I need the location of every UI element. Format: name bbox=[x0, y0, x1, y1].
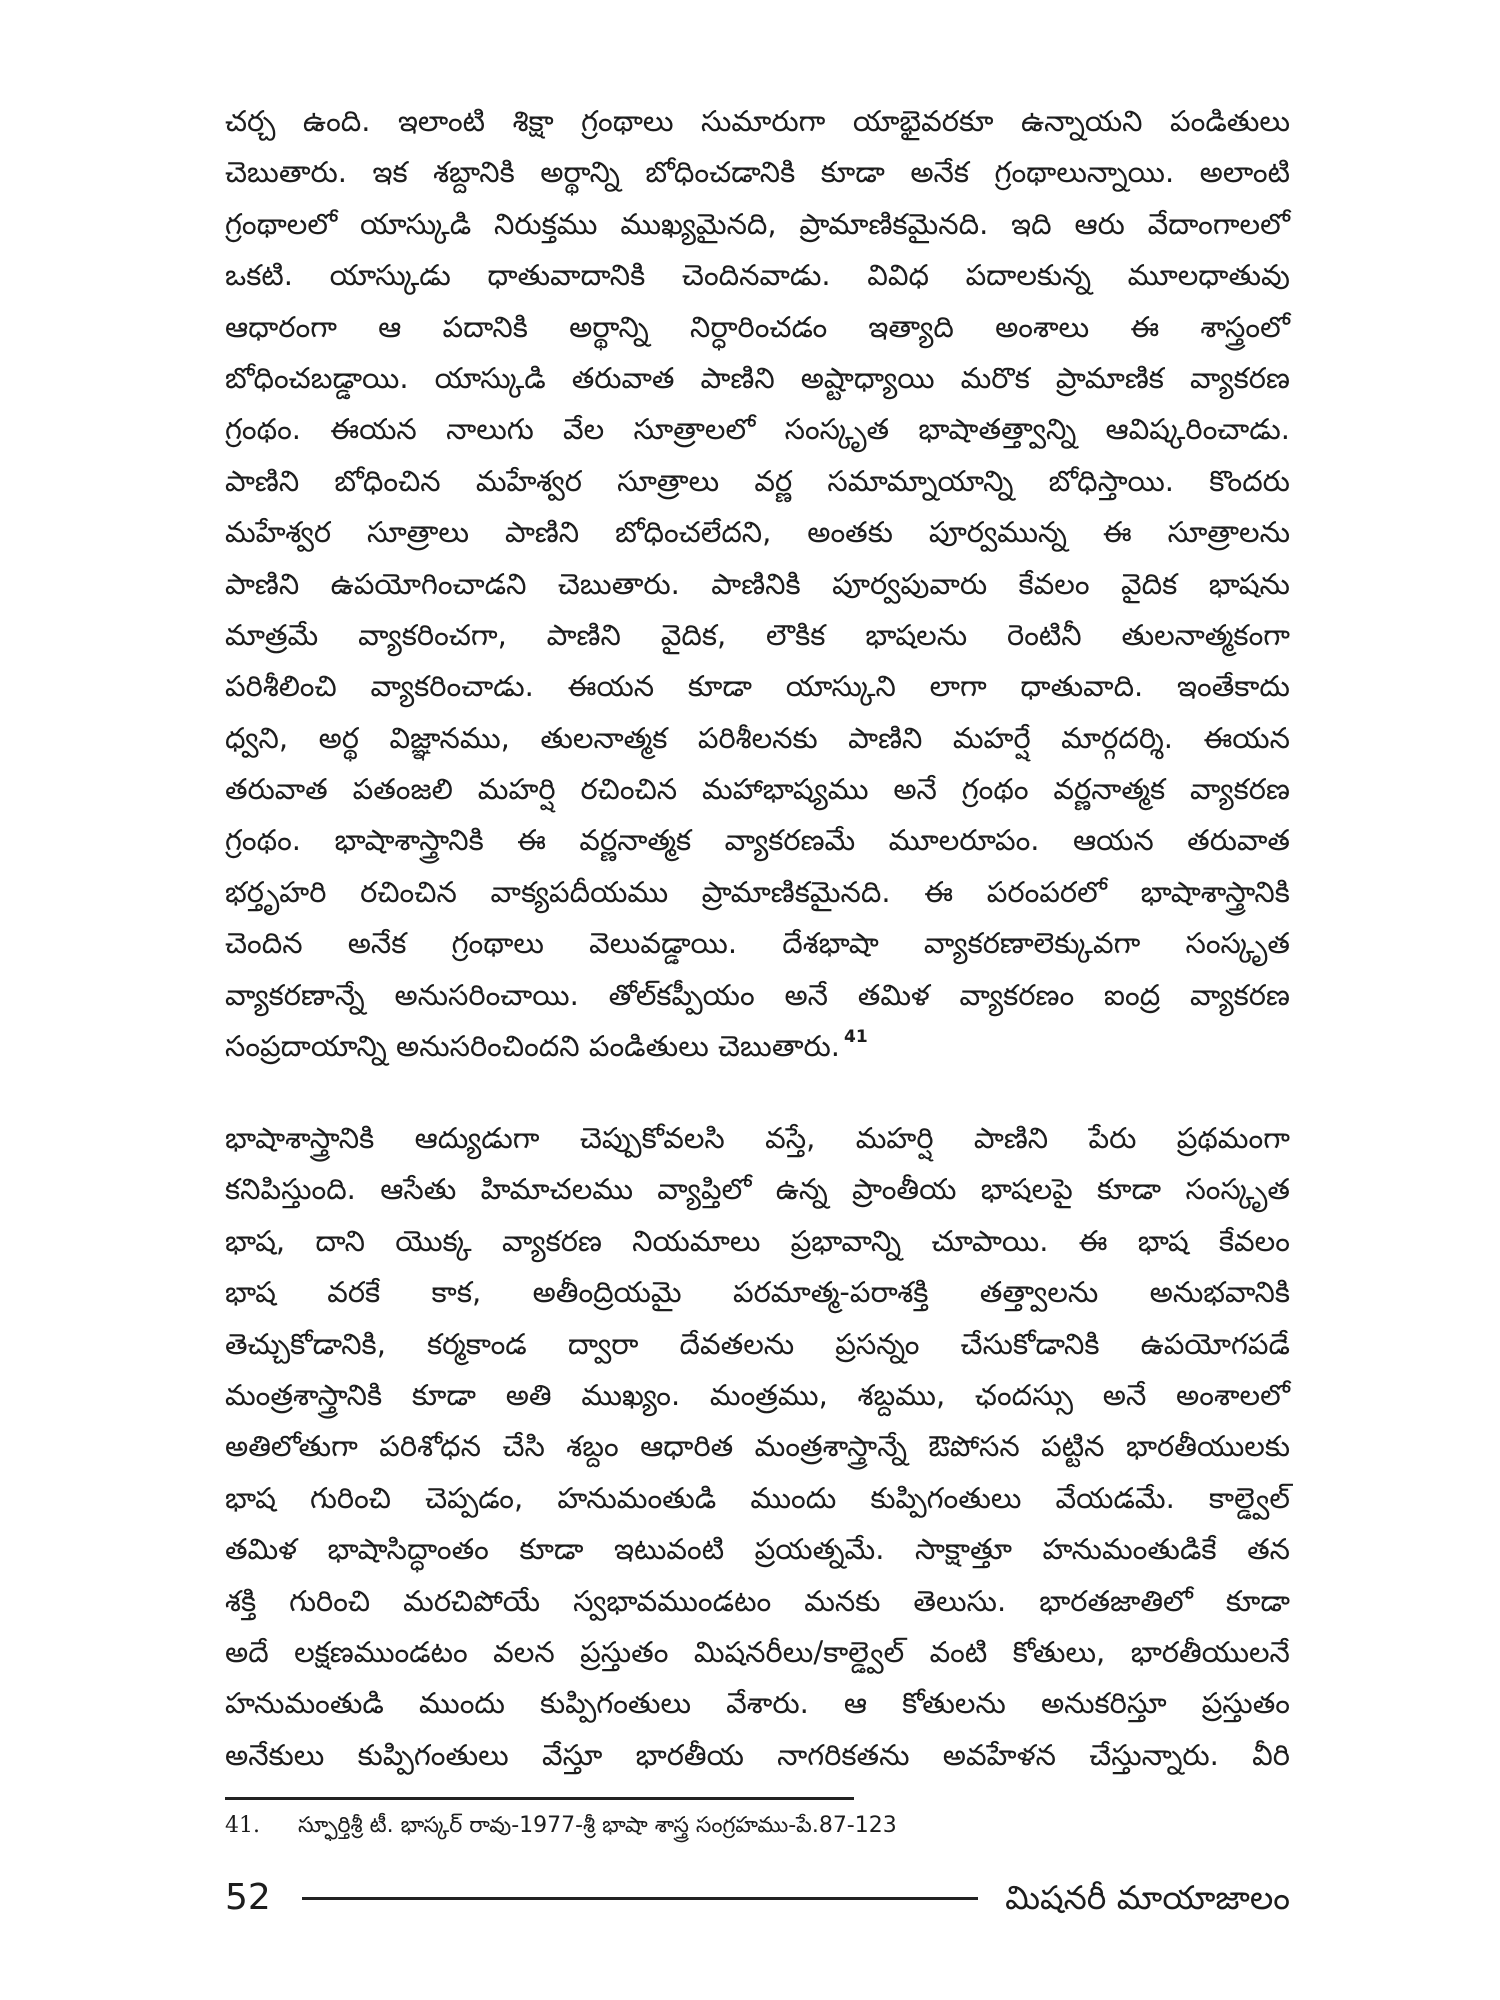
word: పదానికి bbox=[442, 309, 528, 344]
word: వేశారు. bbox=[726, 1686, 809, 1721]
word: పదాలకున్న bbox=[965, 258, 1092, 293]
word: తత్త్వాలను bbox=[979, 1275, 1099, 1310]
word: రెంటినీ bbox=[1007, 617, 1082, 652]
word: హిమాచలము bbox=[480, 1172, 633, 1207]
word: ఆధారంగా bbox=[225, 309, 337, 344]
word: ఐంద్ర bbox=[1103, 977, 1161, 1012]
word: కాల్డ్వెల్ bbox=[1208, 1480, 1290, 1515]
word: ముఖ్యం. bbox=[581, 1377, 681, 1412]
word: ప్రభావాన్ని bbox=[790, 1223, 902, 1258]
word: కూడా bbox=[687, 669, 753, 704]
word: మాత్రమే bbox=[225, 617, 319, 652]
word: ధాతువాదానికి bbox=[487, 258, 646, 293]
word: భాష, bbox=[225, 1223, 286, 1258]
word: మహర్షి bbox=[855, 1121, 934, 1155]
word: భాషను bbox=[1208, 566, 1290, 601]
word: ప్రయత్నమే. bbox=[754, 1532, 885, 1567]
word: వేదాంగాలలో bbox=[1147, 206, 1290, 241]
word: భాషలపై bbox=[980, 1172, 1073, 1207]
text-line bbox=[225, 147, 1290, 198]
word: గ్రంథం bbox=[961, 772, 1029, 807]
word: శబ్దము, bbox=[857, 1377, 946, 1412]
word: వర్ణ bbox=[754, 463, 793, 498]
word: గురించి bbox=[289, 1583, 371, 1618]
word: అనే bbox=[784, 977, 828, 1012]
word: అంశాలు bbox=[995, 309, 1090, 344]
word: ఆసేతు bbox=[380, 1172, 457, 1207]
text-line bbox=[225, 1524, 1290, 1575]
word: అర్థాన్ని bbox=[540, 155, 620, 190]
word: ఛందస్సు bbox=[974, 1377, 1074, 1412]
word: ఈయన bbox=[567, 669, 655, 704]
text-line bbox=[225, 456, 1290, 507]
word: కొందరు bbox=[1209, 463, 1290, 498]
word: కూడా bbox=[411, 1377, 476, 1412]
text-line bbox=[225, 1678, 1290, 1729]
word: ఆధారిత bbox=[640, 1429, 734, 1464]
word: కోతులను bbox=[902, 1686, 1006, 1721]
word: వ్యాప్తిలో bbox=[657, 1172, 752, 1207]
word: యొక్క bbox=[395, 1223, 472, 1258]
word: వేస్తూ bbox=[541, 1737, 603, 1772]
text-line bbox=[225, 353, 1290, 404]
word: ధ్వని, bbox=[225, 720, 289, 755]
word: తెచ్చుకోడానికి, bbox=[225, 1326, 386, 1361]
word: ఇది bbox=[1011, 206, 1052, 241]
word: భాషలను bbox=[865, 617, 968, 652]
word: ఉన్న bbox=[775, 1172, 828, 1207]
word: పాణినికి bbox=[711, 566, 801, 601]
word: కోతులు, bbox=[1012, 1634, 1106, 1669]
word: భాషాశాస్త్రానికి bbox=[334, 823, 484, 858]
word: భారతీయ bbox=[635, 1737, 744, 1772]
word: ప్రస్తుతం bbox=[580, 1634, 669, 1669]
word: లక్షణముండటం bbox=[294, 1634, 468, 1669]
word: అతిలోతుగా bbox=[225, 1429, 358, 1464]
word: పరిశీలించి bbox=[225, 669, 337, 704]
word: ఉపయోగపడే bbox=[1140, 1326, 1290, 1361]
word: వైదిక bbox=[1121, 566, 1178, 601]
word: హనుమంతుడి bbox=[225, 1686, 384, 1721]
text-line-last-text: సంప్రదాయాన్ని అనుసరించిందని పండితులు చెబుతారు. bbox=[225, 1029, 840, 1064]
word: చేసి bbox=[502, 1429, 545, 1464]
word: విజ్ఞానము, bbox=[389, 720, 510, 755]
word: ఇత్యాది bbox=[868, 309, 954, 344]
book-title: మిషనరీ మాయాజాలం bbox=[1005, 1878, 1290, 1917]
text-line bbox=[225, 96, 1290, 147]
word: వరకే bbox=[327, 1275, 381, 1310]
word: అంశాలలో bbox=[1176, 1377, 1290, 1412]
word: అనుకరిస్తూ bbox=[1040, 1686, 1167, 1721]
word: కుప్పిగంతులు bbox=[357, 1737, 509, 1772]
word: మరచిపోయే bbox=[403, 1583, 541, 1618]
text-line bbox=[225, 1421, 1290, 1472]
word: లాగా bbox=[929, 669, 987, 704]
word: అతీంద్రియమై bbox=[532, 1275, 682, 1310]
word: బోధిస్తాయి. bbox=[1048, 463, 1175, 498]
word: భాష bbox=[1137, 1223, 1189, 1258]
word: పాణిని bbox=[848, 720, 923, 755]
word: చెబుతారు. bbox=[557, 566, 680, 601]
word: దేశభాషా bbox=[782, 926, 879, 961]
word: గ్రంథాలున్నాయి. bbox=[994, 155, 1175, 190]
word: ముందు bbox=[750, 1480, 837, 1515]
word: తులనాత్మక bbox=[540, 720, 668, 755]
word: వ్యాకరణం bbox=[959, 977, 1075, 1012]
word: పాణిని bbox=[700, 360, 775, 395]
word: పాణిని bbox=[973, 1121, 1049, 1155]
word: గ్రంథం. bbox=[225, 823, 302, 858]
footnote bbox=[225, 1810, 1125, 1842]
word: మూలధాతువు bbox=[1127, 258, 1290, 293]
word: మంత్రశాస్త్రానికి bbox=[225, 1377, 383, 1412]
word: రచించిన bbox=[580, 772, 678, 807]
word: తరువాత bbox=[571, 360, 675, 395]
word: భాషాశాస్త్రానికి bbox=[1140, 874, 1290, 909]
word: యాభైవరకూ bbox=[852, 104, 994, 138]
word: మహాభాష్యము bbox=[702, 772, 869, 807]
word: మిషనరీలు/కాల్డ్వెల్ bbox=[693, 1634, 905, 1669]
word: ధాతువాది. bbox=[1020, 669, 1144, 704]
word: వీరి bbox=[1252, 1737, 1290, 1772]
word: శక్తి bbox=[225, 1583, 257, 1618]
word: మూలరూపం. bbox=[888, 823, 1040, 858]
paragraph-2 bbox=[225, 1113, 1290, 1781]
word: భాష bbox=[225, 1275, 276, 1310]
word: హనుమంతుడికే bbox=[1042, 1532, 1217, 1567]
word: ఔపోసన bbox=[928, 1429, 1020, 1464]
word: వేల bbox=[563, 412, 605, 447]
word: భారతీయులకు bbox=[1125, 1429, 1290, 1464]
word: ప్రసన్నం bbox=[835, 1326, 920, 1361]
word: దాని bbox=[315, 1223, 365, 1258]
word: ఆరు bbox=[1074, 206, 1125, 241]
word: సంస్కృత bbox=[784, 412, 890, 447]
word: నిరుక్తము bbox=[494, 206, 598, 241]
word: కేవలం bbox=[1018, 566, 1090, 601]
word: భాషాతత్త్వాన్ని bbox=[918, 412, 1077, 447]
word: అర్థ bbox=[318, 720, 360, 755]
word: భాషాశాస్త్రానికి bbox=[225, 1121, 375, 1155]
word: కుప్పిగంతులు bbox=[870, 1480, 1022, 1515]
word: బోధించడానికి bbox=[645, 155, 796, 190]
word: ప్రస్తుతం bbox=[1201, 1686, 1290, 1721]
text-line bbox=[225, 1164, 1290, 1215]
word: కర్మకాండ bbox=[427, 1326, 527, 1361]
word: శాస్త్రంలో bbox=[1200, 309, 1290, 344]
word: తమిళ bbox=[857, 977, 930, 1012]
word: అదే bbox=[225, 1634, 269, 1669]
word: యాస్కుడు bbox=[329, 258, 451, 293]
word: అలాంటి bbox=[1199, 155, 1290, 190]
word: ఆవిష్కరించాడు. bbox=[1105, 412, 1290, 447]
word: బోధించిన bbox=[334, 463, 441, 498]
text-line bbox=[225, 867, 1290, 918]
word: వేయడమే. bbox=[1055, 1480, 1175, 1515]
word: కూడా bbox=[519, 1532, 584, 1567]
word: ద్వారా bbox=[567, 1326, 639, 1361]
word: మహేశ్వర bbox=[225, 515, 332, 550]
word: చెందిన bbox=[225, 926, 303, 961]
page-number: 52 bbox=[225, 1877, 271, 1918]
text-line bbox=[225, 918, 1290, 969]
word: లౌకిక bbox=[766, 617, 826, 652]
word: బోధించబడ్డాయి. bbox=[225, 360, 409, 395]
word: ఆ bbox=[843, 1686, 868, 1721]
word: వర్ణనాత్మక bbox=[579, 823, 692, 858]
word: మహర్షే bbox=[952, 720, 1031, 755]
word: నిర్ధారించడం bbox=[690, 309, 828, 344]
word: యాస్కుడి bbox=[434, 360, 546, 395]
word: మరొక bbox=[960, 360, 1030, 395]
word: ఇంతేకాదు bbox=[1177, 669, 1290, 704]
word: చెప్పుకోవలసి bbox=[579, 1121, 725, 1155]
text-line bbox=[225, 559, 1290, 610]
footnote-divider bbox=[225, 1797, 854, 1800]
word: సాక్షాత్తూ bbox=[915, 1532, 1012, 1567]
word: వ్యాకరణ bbox=[1189, 360, 1290, 395]
word: అతి bbox=[505, 1377, 552, 1412]
word: చెప్పడం, bbox=[425, 1480, 524, 1515]
word: అనే bbox=[893, 772, 937, 807]
word: తరువాత bbox=[1187, 823, 1290, 858]
word: తమిళ bbox=[225, 1532, 297, 1567]
word: అనేకులు bbox=[225, 1737, 325, 1772]
word: పట్టిన bbox=[1041, 1429, 1105, 1464]
word: వ్యాకరించగా, bbox=[358, 617, 507, 652]
text-line bbox=[225, 507, 1290, 558]
word: వలన bbox=[493, 1634, 555, 1669]
word: అష్టాధ్యాయి bbox=[800, 360, 935, 395]
text-line bbox=[225, 1267, 1290, 1318]
word: తెలుసు. bbox=[913, 1583, 1007, 1618]
word: ఉంది. bbox=[302, 104, 371, 138]
word: చేసుకోడానికి bbox=[960, 1326, 1100, 1361]
word: ఈ bbox=[517, 823, 546, 858]
word: పరంపరలో bbox=[986, 874, 1107, 909]
word: చేస్తున్నారు. bbox=[1089, 1737, 1219, 1772]
word: ఆయన bbox=[1072, 823, 1154, 858]
text-line bbox=[225, 1216, 1290, 1267]
word: వాక్యపదీయము bbox=[490, 874, 669, 909]
word: ముందు bbox=[418, 1686, 505, 1721]
word: ఆద్యుడుగా bbox=[414, 1121, 540, 1155]
word: సుమారుగా bbox=[701, 104, 826, 138]
word: వ్యాకరణ bbox=[1189, 772, 1290, 807]
word: ప్రామాణిక bbox=[1055, 360, 1164, 395]
word: బోధించలేదని, bbox=[615, 515, 772, 550]
text-line bbox=[225, 1576, 1290, 1627]
footnote-reference[interactable]: 41 bbox=[844, 1027, 868, 1048]
text-line bbox=[225, 610, 1290, 661]
word: చూపాయి. bbox=[931, 1223, 1049, 1258]
word: రచించిన bbox=[360, 874, 457, 909]
word: కూడా bbox=[820, 155, 885, 190]
word: అనుసరించాయి. bbox=[394, 977, 579, 1012]
word: కనిపిస్తుంది. bbox=[225, 1172, 356, 1207]
word: వ్యాకరణ bbox=[501, 1223, 602, 1258]
word: ఈ bbox=[1130, 309, 1160, 344]
word: దేవతలను bbox=[679, 1326, 795, 1361]
word: మనకు bbox=[804, 1583, 881, 1618]
word: వ్యాకరణాలెక్కువగా bbox=[923, 926, 1141, 961]
word: మంత్రము, bbox=[709, 1377, 828, 1412]
text-line bbox=[225, 1730, 1290, 1781]
word: ఆ bbox=[378, 309, 402, 344]
word: వెలువడ్డాయి. bbox=[589, 926, 738, 961]
footer-divider bbox=[302, 1897, 978, 1900]
word: ఉపయోగించాడని bbox=[330, 566, 527, 601]
word: సూత్రాలు bbox=[617, 463, 720, 498]
word: తులనాత్మకంగా bbox=[1121, 617, 1290, 652]
paragraph-1 bbox=[225, 96, 1290, 1072]
word: పతంజలి bbox=[352, 772, 453, 807]
word: ఈయన bbox=[330, 412, 417, 447]
word: గ్రంథాలు bbox=[451, 926, 544, 961]
word: ఈయన bbox=[1203, 720, 1290, 755]
word: ప్రామాణికమైనది. bbox=[799, 206, 989, 241]
word: ప్రామాణికమైనది. bbox=[701, 874, 891, 909]
word: వైదిక, bbox=[660, 617, 727, 652]
word: పాణిని bbox=[504, 515, 580, 550]
word: శబ్దానికి bbox=[433, 155, 515, 190]
word: అవహేళన bbox=[942, 1737, 1056, 1772]
word: ఈ bbox=[1102, 515, 1132, 550]
word: చెందినవాడు. bbox=[681, 258, 831, 293]
word: నియమాలు bbox=[632, 1223, 761, 1258]
text-line bbox=[225, 1113, 1290, 1164]
word: గురించి bbox=[309, 1480, 392, 1515]
word: కూడా bbox=[1097, 1172, 1162, 1207]
word: వ్యాకరణమే bbox=[724, 823, 856, 858]
word: తరువాత bbox=[225, 772, 328, 807]
word: పరిశోధన bbox=[379, 1429, 481, 1464]
text-line bbox=[225, 713, 1290, 764]
word: వ్యాకరణాన్నే bbox=[225, 977, 365, 1012]
text-line-last bbox=[225, 1021, 1290, 1072]
word: కుప్పిగంతులు bbox=[540, 1686, 692, 1721]
word: సంస్కృత bbox=[1185, 926, 1290, 961]
word: తన bbox=[1247, 1532, 1290, 1567]
word: వ్యాకరణ bbox=[1189, 977, 1290, 1012]
word: వ్యాకరించాడు. bbox=[370, 669, 534, 704]
text-line bbox=[225, 661, 1290, 712]
word: తోల్‌కప్పీయం bbox=[608, 977, 755, 1012]
word: మార్గదర్శి. bbox=[1061, 720, 1173, 755]
word: అంతకు bbox=[807, 515, 893, 550]
word: ప్రాంతీయ bbox=[852, 1172, 957, 1207]
word: వర్ణనాత్మక bbox=[1053, 772, 1166, 807]
word: వస్తే, bbox=[765, 1121, 816, 1155]
footnote-text: స్ఫూర్తిశ్రీ టీ. భాస్కర్ రావు-1977-శ్రీ భాషా శాస్త్ర సంగ్రహము-పే.87-123 bbox=[298, 1813, 897, 1838]
word: శిక్షా bbox=[512, 104, 554, 138]
word: భాష bbox=[225, 1480, 276, 1515]
word: సూత్రాలను bbox=[1167, 515, 1290, 550]
word: నాగరికతను bbox=[777, 1737, 910, 1772]
word: అనుభవానికి bbox=[1149, 1275, 1290, 1310]
text-line bbox=[225, 1473, 1290, 1524]
word: శబ్దం bbox=[566, 1429, 619, 1464]
word: మహర్షి bbox=[477, 772, 556, 807]
text-line bbox=[225, 1627, 1290, 1678]
word: సంస్కృత bbox=[1185, 1172, 1290, 1207]
word: పూర్వపువారు bbox=[832, 566, 988, 601]
word: ఈ bbox=[924, 874, 954, 909]
word: వివిధ bbox=[867, 258, 929, 293]
word: పాణిని bbox=[225, 463, 300, 498]
word: ఈ bbox=[1078, 1223, 1108, 1258]
word: చెబుతారు. bbox=[225, 155, 347, 190]
word: ఒకటి. bbox=[225, 258, 293, 293]
word: సూత్రాలలో bbox=[633, 412, 756, 447]
word: అనే bbox=[1102, 1377, 1147, 1412]
word: ఇలాంటి bbox=[397, 104, 486, 138]
word: మంత్రశాస్త్రాన్నే bbox=[754, 1429, 908, 1464]
word: భారతీయులనే bbox=[1130, 1634, 1290, 1669]
text-line bbox=[225, 1370, 1290, 1421]
word: అర్థాన్ని bbox=[569, 309, 649, 344]
word: వంటి bbox=[929, 1634, 988, 1669]
word: ఇటువంటి bbox=[614, 1532, 725, 1567]
word: గ్రంథం. bbox=[225, 412, 302, 447]
word: గ్రంథాలలో bbox=[225, 206, 338, 241]
word: పరమాత్మ-పరాశక్తి bbox=[732, 1275, 929, 1310]
footnote-number: 41. bbox=[225, 1813, 260, 1838]
word: యాస్కుని bbox=[785, 669, 896, 704]
word: మహేశ్వర bbox=[475, 463, 582, 498]
word: భర్తృహరి bbox=[225, 874, 327, 909]
word: ఉన్నాయని bbox=[1020, 104, 1143, 138]
word: భాషాసిద్ధాంతం bbox=[327, 1532, 489, 1567]
word: సూత్రాలు bbox=[367, 515, 470, 550]
word: పాణిని bbox=[225, 566, 300, 601]
word: అనేక bbox=[910, 155, 970, 190]
text-line bbox=[225, 764, 1290, 815]
text-line bbox=[225, 199, 1290, 250]
text-line bbox=[225, 970, 1290, 1021]
text-line bbox=[225, 250, 1290, 301]
word: పూర్వమున్న bbox=[928, 515, 1067, 550]
word: హనుమంతుడి bbox=[557, 1480, 717, 1515]
word: భారతజాతిలో bbox=[1039, 1583, 1193, 1618]
word: పరిశీలనకు bbox=[697, 720, 818, 755]
text-line bbox=[225, 1319, 1290, 1370]
word: పండితులు bbox=[1170, 104, 1290, 138]
word: ముఖ్యమైనది, bbox=[620, 206, 777, 241]
word: అనేక bbox=[347, 926, 407, 961]
word: ఇక bbox=[372, 155, 408, 190]
word: సమామ్నాయాన్ని bbox=[827, 463, 1014, 498]
word: యాస్కుడి bbox=[360, 206, 472, 241]
word: ప్రథమంగా bbox=[1176, 1121, 1290, 1155]
word: పేరు bbox=[1088, 1121, 1137, 1155]
word: కూడా bbox=[1225, 1583, 1290, 1618]
text-line bbox=[225, 815, 1290, 866]
word: కాక, bbox=[431, 1275, 482, 1310]
word: కేవలం bbox=[1218, 1223, 1290, 1258]
word: పాణిని bbox=[546, 617, 621, 652]
text-line bbox=[225, 404, 1290, 455]
text-line bbox=[225, 302, 1290, 353]
word: గ్రంథాలు bbox=[581, 104, 674, 138]
word: నాలుగు bbox=[446, 412, 534, 447]
word: చర్చ bbox=[225, 104, 276, 138]
word: స్వభావముండటం bbox=[573, 1583, 772, 1618]
